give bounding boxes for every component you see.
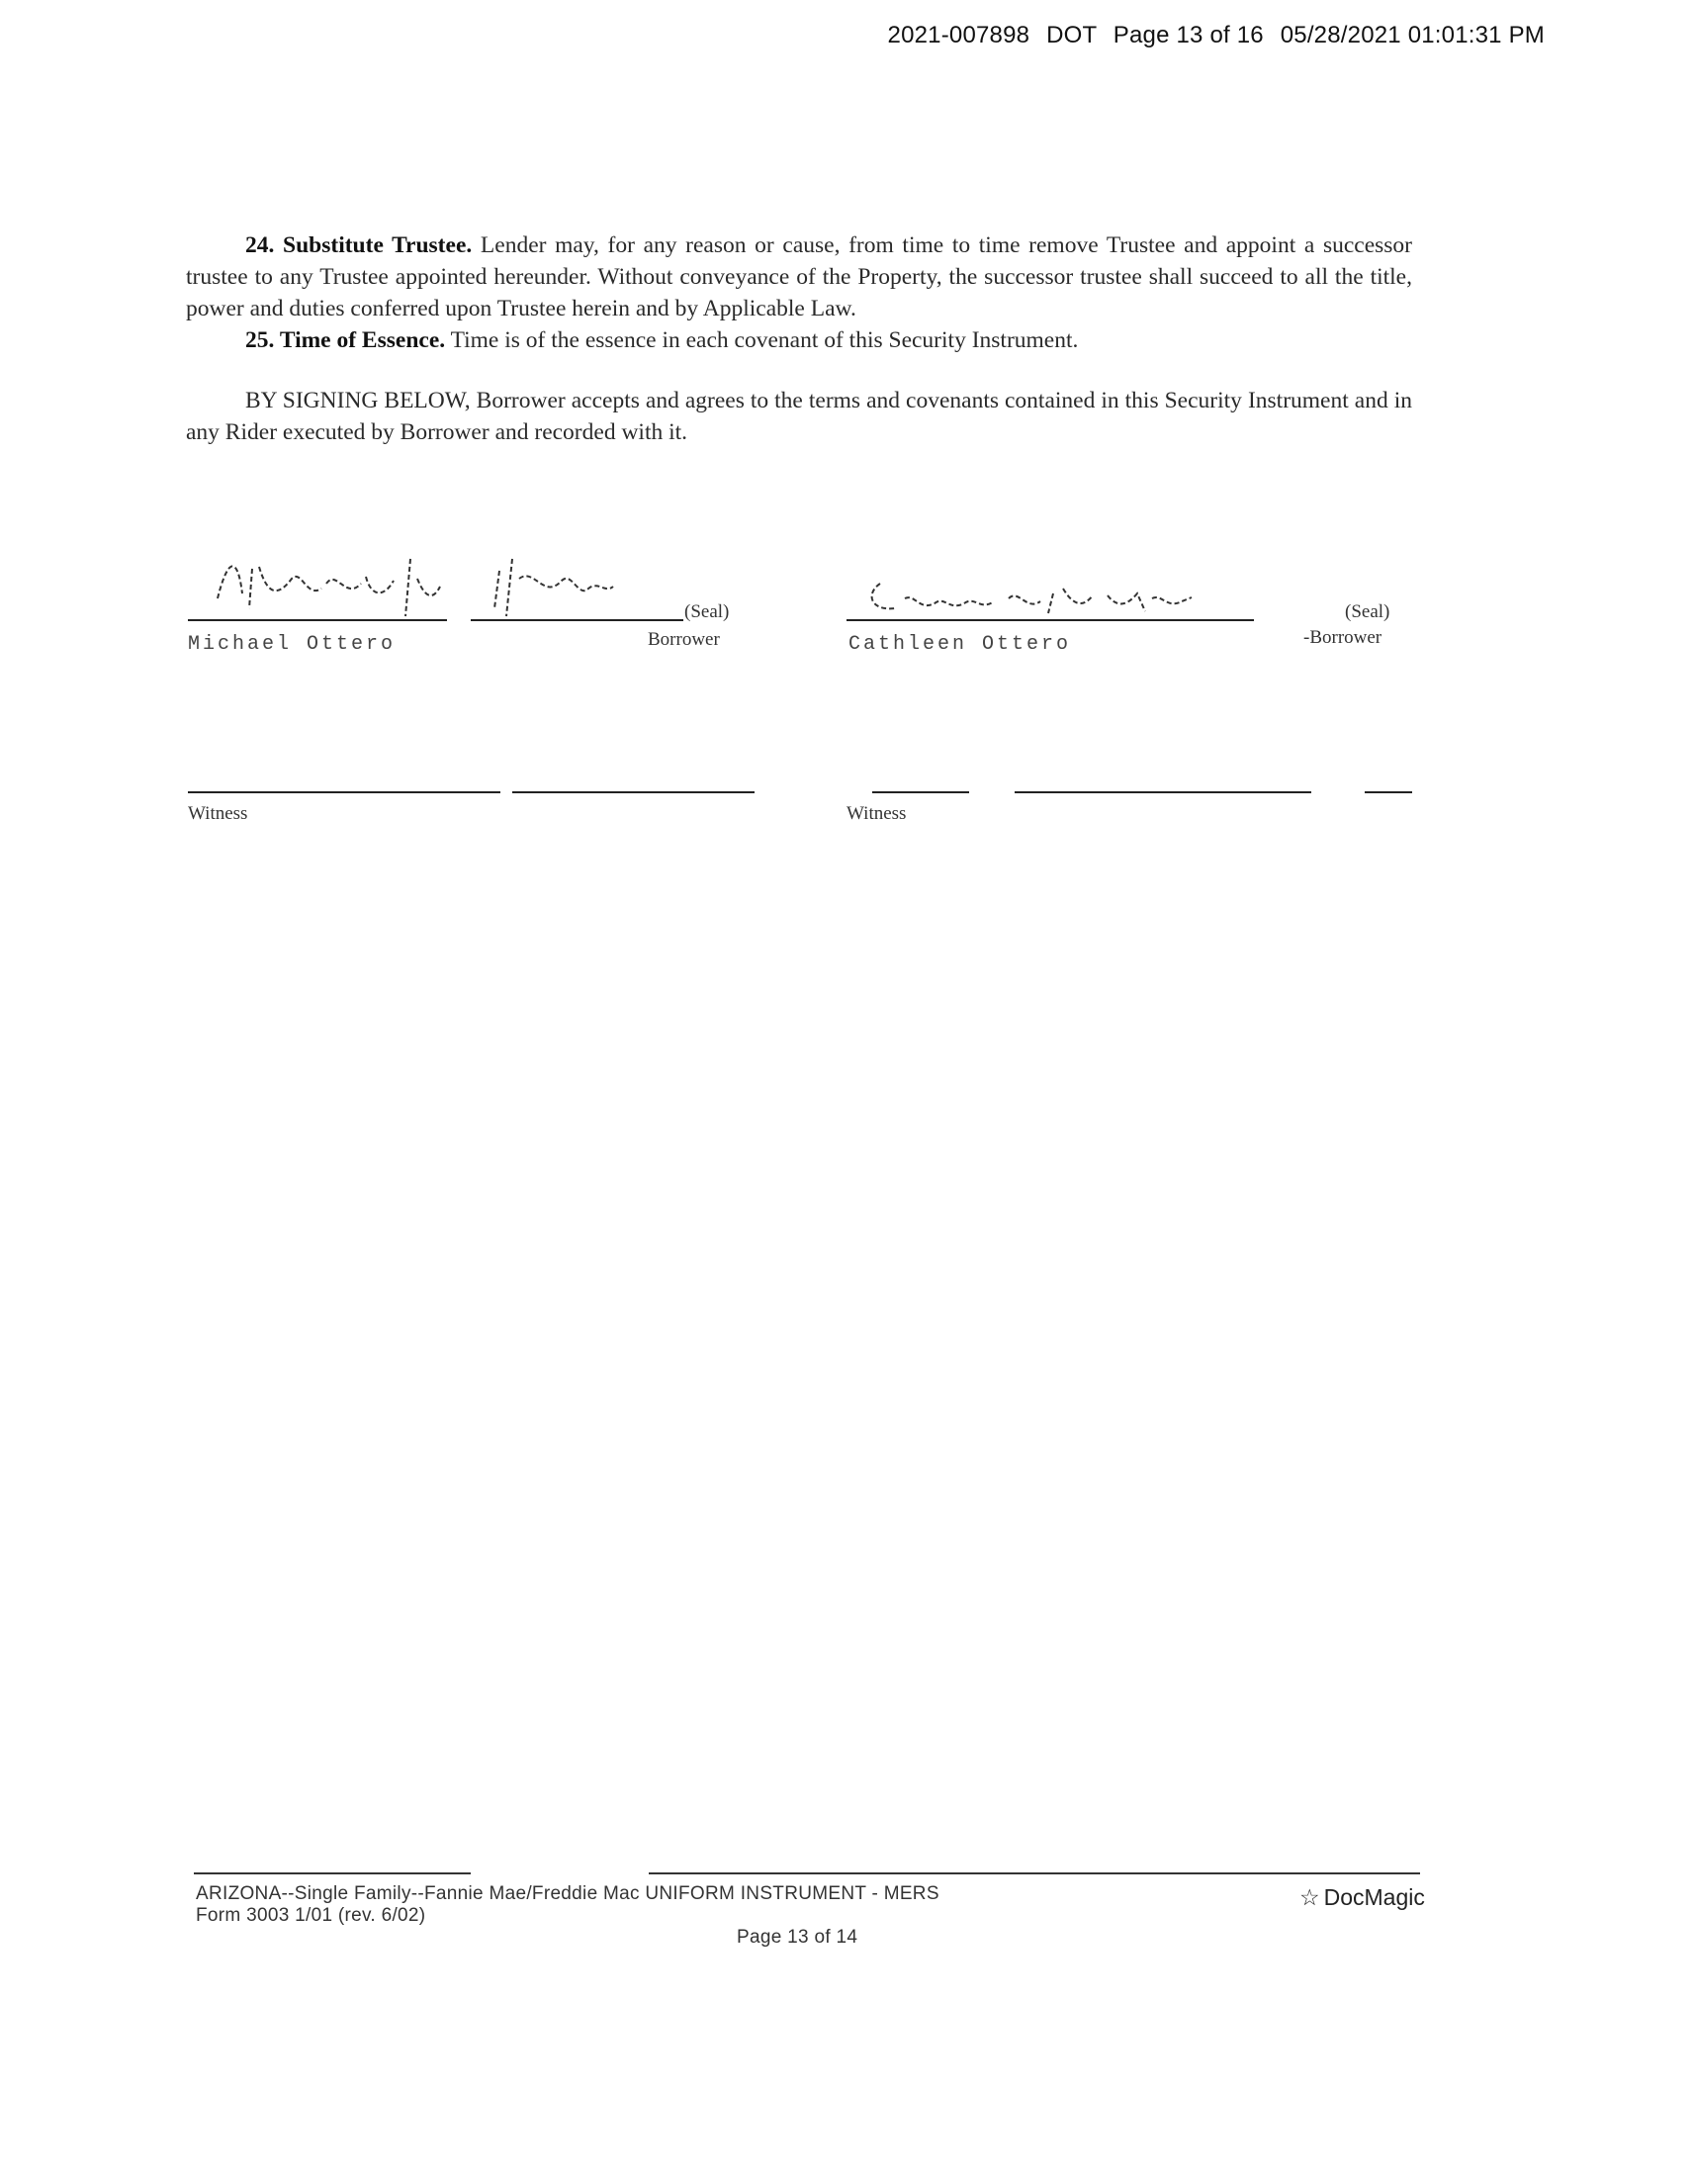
- witness-2-line-2: [1015, 791, 1311, 793]
- borrower-1-seal: (Seal): [684, 601, 730, 622]
- star-icon: ☆: [1299, 1884, 1320, 1910]
- section-25: [186, 324, 1412, 356]
- recorder-stamp: [878, 22, 1545, 49]
- borrower-1-printed-name: Michael Ottero: [188, 633, 397, 656]
- document-body: [186, 229, 1412, 448]
- footer-rule-left: [194, 1872, 471, 1874]
- section-24-text: Lender may, for any reason or cause, from time to time remove Trustee and appoint a successor trustee to any Trustee appointed hereunder. Without conveyance of the Property, the successor trustee shall succeed to all the title, power and duties conferred upon Trustee herein and by Applicable Law.: [186, 232, 1413, 321]
- borrower-2-signature: [850, 554, 1266, 623]
- section-25-heading: 25. Time of Essence.: [245, 327, 446, 353]
- doc-type: DOT: [1046, 22, 1097, 48]
- witness-2-line-3: [1365, 791, 1412, 793]
- borrower-1-signature-line: [188, 619, 447, 621]
- witness-2-label: Witness: [846, 803, 907, 824]
- borrower-2-seal: (Seal): [1345, 601, 1390, 622]
- signing-statement: BY SIGNING BELOW, Borrower accepts and agrees to the terms and covenants contained in this Security Instrument and in any Rider executed by Borrower and recorded with it.: [186, 388, 1412, 445]
- docmagic-brand: DocMagic: [1323, 1884, 1425, 1910]
- doc-number: 2021-007898: [887, 22, 1030, 48]
- witness-1-line: [188, 791, 500, 793]
- witness-1-line-2: [512, 791, 755, 793]
- witness-1-label: Witness: [188, 803, 248, 824]
- section-24-heading: 24. Substitute Trustee.: [245, 232, 473, 258]
- footer-form-number: Form 3003 1/01 (rev. 6/02): [196, 1905, 426, 1926]
- borrower-2-signature-line: [846, 619, 1254, 621]
- borrower-1-signature-line-2: [471, 619, 683, 621]
- recorded-datetime: 05/28/2021 01:01:31 PM: [1280, 22, 1545, 48]
- borrower-2-role: -Borrower: [1303, 627, 1382, 648]
- borrower-2-printed-name: Cathleen Ottero: [848, 633, 1072, 656]
- borrower-1-role: Borrower: [648, 629, 720, 650]
- stamp-page-label: Page 13 of 16: [1113, 22, 1264, 48]
- section-25-text: Time is of the essence in each covenant of this Security Instrument.: [450, 327, 1079, 353]
- footer-page-number: Page 13 of 14: [737, 1927, 858, 1948]
- borrower-1-signature: [198, 539, 712, 623]
- section-24: [186, 229, 1412, 324]
- footer-form-title: ARIZONA--Single Family--Fannie Mae/Freddie Mac UNIFORM INSTRUMENT - MERS: [196, 1883, 939, 1904]
- footer-rule-right: [649, 1872, 1420, 1874]
- witness-2-line: [872, 791, 969, 793]
- docmagic-logo: [1299, 1884, 1425, 1911]
